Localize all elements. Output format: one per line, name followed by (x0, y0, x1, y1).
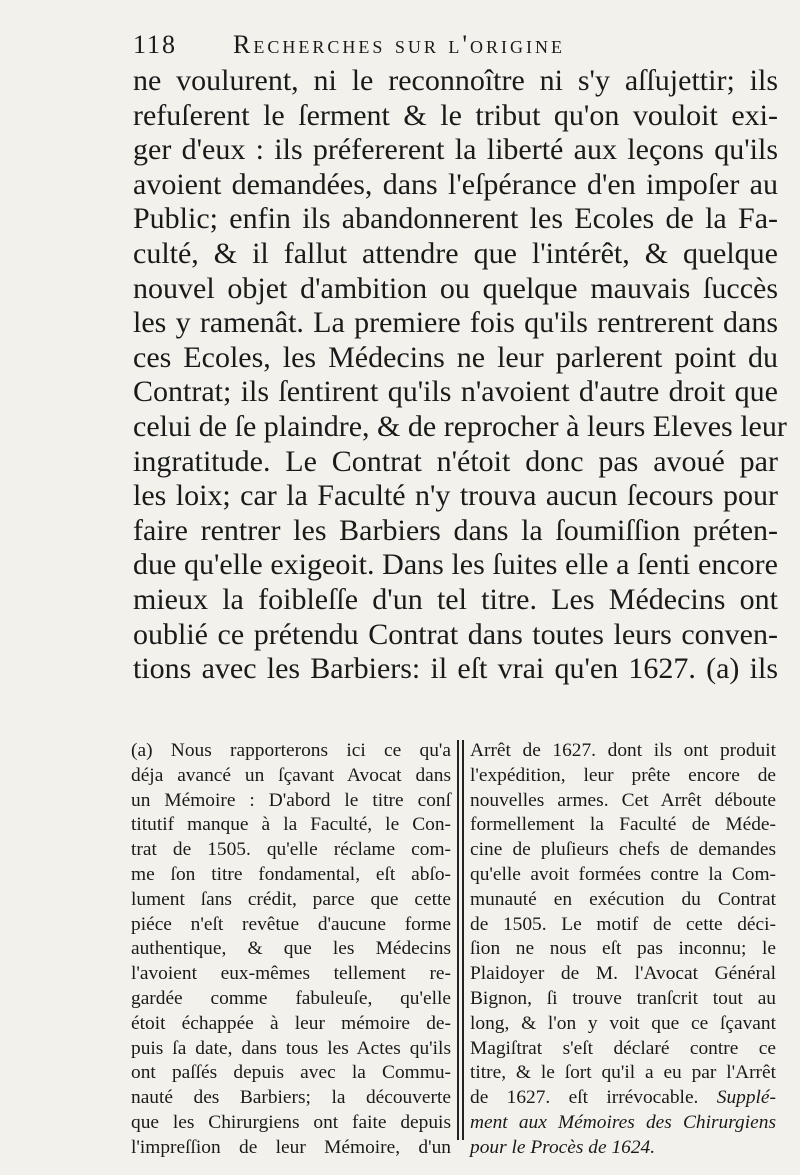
footnote-line: munauté en exécution du Contrat (470, 888, 776, 910)
footnote-line: nouvelles armes. Cet Arrêt déboute (470, 789, 776, 811)
footnote-line: me ſon titre fondamental, eſt abſo- (131, 863, 451, 885)
main-text-line: les y ramenât. La premiere fois qu'ils rentrerent dans (133, 306, 778, 340)
footnote-text: de 1627. eſt irrévocable. (470, 1087, 699, 1109)
main-text-line: faire rentrer les Barbiers dans la ſoumiſſion préten- (133, 513, 778, 547)
footnote-line: lument ſans crédit, parce que cette (131, 888, 451, 910)
footnote-line: étoit échappée à leur mémoire de- (131, 1012, 451, 1034)
main-text (133, 64, 787, 687)
main-text-line: due qu'elle exigeoit. Dans les ſuites elle a ſenti encore (133, 548, 778, 582)
main-text-line: ces Ecoles, les Médecins ne leur parlerent point du (133, 340, 778, 374)
footnote-left-column (131, 739, 451, 1161)
main-text-line: avoient demandées, dans l'eſpérance d'en impoſer au (133, 167, 778, 201)
main-text-line: mieux la foibleſſe d'un tel titre. Les Médecins ont (133, 582, 778, 616)
footnote-line: l'expédition, leur prête encore de (470, 764, 776, 786)
footnote-line: Magiſtrat s'eſt déclaré contre ce (470, 1037, 776, 1059)
main-text-line: oublié ce prétendu Contrat dans toutes leurs conven- (133, 617, 778, 651)
main-text-line: culté, & il fallut attendre que l'intérêt, & quelque (133, 236, 778, 270)
footnote-line: piéce n'eſt revêtue d'aucune forme (131, 913, 451, 935)
main-text-line: nouvel objet d'ambition ou quelque mauvais ſuccès (133, 271, 778, 305)
main-text-line: Public; enfin ils abandonnerent les Ecoles de la Fa- (133, 202, 778, 236)
footnote-line: authentique, & que les Médecins (131, 938, 451, 960)
footnote-line: long, & l'on y voit que ce ſçavant (470, 1012, 776, 1034)
footnote-line: un Mémoire : D'abord le titre conſ (131, 789, 451, 811)
footnote-line: Arrêt de 1627. dont ils ont produit (470, 740, 776, 761)
footnote-line: nauté des Barbiers; la découverte (131, 1087, 451, 1109)
footnote-line: titutif manque à la Faculté, le Con- (131, 814, 451, 836)
citation-line: pour le Procès de 1624. (470, 1136, 656, 1158)
footnote-line (470, 1086, 776, 1111)
main-text-line: ingratitude. Le Contrat n'étoit donc pas avoué par (133, 444, 778, 478)
footnote-line: de 1505. Le motif de cette déci- (470, 913, 776, 935)
footnote-line: formellement la Faculté de Méde- (470, 814, 776, 836)
footnote-line: trat de 1505. qu'elle réclame com- (131, 839, 451, 861)
footnote-line: que les Chirurgiens ont faite depuis (131, 1111, 451, 1133)
footnote-line: qu'elle avoit formées contre la Com- (470, 863, 776, 885)
running-header (133, 30, 773, 64)
footnote-right-column (470, 739, 776, 1161)
page-number: 118 (133, 30, 178, 59)
main-text-line: ger d'eux : ils préfererent la liberté aux leçons qu'ils (133, 133, 778, 167)
footnote-line: titre, & le ſort qu'il a eu par l'Arrêt (470, 1062, 776, 1084)
footnote-line: cine de pluſieurs chefs de demandes (470, 839, 776, 861)
footnote-line: ont paſſés depuis avec la Commu- (131, 1062, 451, 1084)
main-text-line: celui de ſe plaindre, & de reprocher à leurs Eleves leur (133, 409, 787, 443)
main-text-line: refuſerent le ſerment & le tribut qu'on vouloit exi- (133, 98, 778, 132)
column-divider-rule (457, 740, 459, 1140)
main-text-line: ne voulurent, ni le reconnoître ni s'y aſſujettir; ils (133, 64, 778, 97)
footnote-line: l'impreſſion de leur Mémoire, d'un (131, 1136, 451, 1158)
footnote-line: (a) Nous rapporterons ici ce qu'a (131, 740, 451, 761)
running-title: Recherches sur l'origine (233, 30, 566, 59)
footnote-line: Plaidoyer de M. l'Avocat Général (470, 963, 776, 985)
footnote-line: ſion ne nous eſt pas inconnu; le (470, 938, 776, 960)
citation-text: Supplé- (716, 1087, 776, 1109)
footnote-line: gardée comme fabuleuſe, qu'elle (131, 987, 451, 1009)
footnote-line: Bignon, ſi trouve tranſcrit tout au (470, 987, 776, 1009)
footnote-line: l'avoient eux-mêmes tellement re- (131, 963, 451, 985)
main-text-line: tions avec les Barbiers: il eſt vrai qu'en 1627. (a) ils (133, 652, 778, 686)
column-divider-rule (462, 740, 464, 1140)
main-text-line: Contrat; ils ſentirent qu'ils n'avoient d'autre droit que (133, 375, 778, 409)
citation-line: ment aux Mémoires des Chirurgiens (470, 1111, 776, 1133)
main-text-line: les loix; car la Faculté n'y trouva aucun ſecours pour (133, 479, 778, 513)
footnote-line: déja avancé un ſçavant Avocat dans (131, 764, 451, 786)
footnote-line: puis ſa date, dans tous les Actes qu'ils (131, 1037, 451, 1059)
